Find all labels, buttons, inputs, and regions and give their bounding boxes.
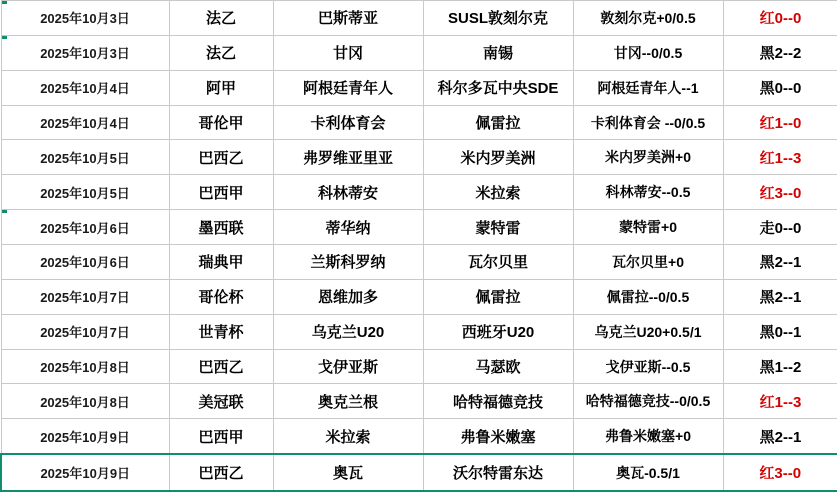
cell-league: 巴西甲	[169, 175, 273, 210]
cell-date: 2025年10月5日	[1, 140, 169, 175]
cell-handicap: 阿根廷青年人--1	[573, 70, 723, 105]
cell-league: 哥伦甲	[169, 105, 273, 140]
table-row	[1, 419, 837, 455]
table-body	[1, 1, 837, 492]
cell-handicap: 戈伊亚斯--0.5	[573, 349, 723, 384]
cell-handicap: 科林蒂安--0.5	[573, 175, 723, 210]
cell-league: 巴西乙	[169, 349, 273, 384]
cell-result: 红1--3	[723, 384, 837, 419]
cell-date: 2025年10月5日	[1, 175, 169, 210]
table-row	[1, 105, 837, 140]
table-row	[1, 175, 837, 210]
cell-home-team: 奥克兰根	[273, 384, 423, 419]
cell-result: 黑2--1	[723, 419, 837, 455]
cell-date: 2025年10月7日	[1, 279, 169, 314]
table-row	[1, 454, 837, 491]
cell-away-team: 沃尔特雷东达	[423, 454, 573, 491]
cell-handicap: 米内罗美洲+0	[573, 140, 723, 175]
cell-result: 黑2--2	[723, 35, 837, 70]
table-row	[1, 279, 837, 314]
cell-handicap: 敦刻尔克+0/0.5	[573, 1, 723, 36]
cell-away-team: 哈特福德竞技	[423, 384, 573, 419]
cell-league: 阿甲	[169, 70, 273, 105]
cell-home-team: 乌克兰U20	[273, 314, 423, 349]
cell-result: 红0--0	[723, 1, 837, 36]
table-row	[1, 384, 837, 419]
cell-home-team: 科林蒂安	[273, 175, 423, 210]
cell-handicap: 蒙特雷+0	[573, 210, 723, 245]
cell-home-team: 阿根廷青年人	[273, 70, 423, 105]
cell-handicap: 奥瓦-0.5/1	[573, 454, 723, 491]
cell-handicap: 瓦尔贝里+0	[573, 245, 723, 280]
cell-league: 瑞典甲	[169, 245, 273, 280]
cell-home-team: 恩维加多	[273, 279, 423, 314]
cell-date: 2025年10月3日	[1, 1, 169, 36]
cell-result: 黑2--1	[723, 279, 837, 314]
cell-away-team: 南锡	[423, 35, 573, 70]
cell-home-team: 奥瓦	[273, 454, 423, 491]
cell-date: 2025年10月9日	[1, 454, 169, 491]
cell-home-team: 卡利体育会	[273, 105, 423, 140]
cell-league: 哥伦杯	[169, 279, 273, 314]
cell-away-team: SUSL敦刻尔克	[423, 1, 573, 36]
cell-date: 2025年10月4日	[1, 105, 169, 140]
cell-date: 2025年10月8日	[1, 384, 169, 419]
cell-date: 2025年10月6日	[1, 210, 169, 245]
cell-away-team: 瓦尔贝里	[423, 245, 573, 280]
cell-home-team: 米拉索	[273, 419, 423, 455]
cell-result: 红3--0	[723, 454, 837, 491]
cell-away-team: 马瑟欧	[423, 349, 573, 384]
cell-handicap: 卡利体育会 --0/0.5	[573, 105, 723, 140]
cell-date: 2025年10月4日	[1, 70, 169, 105]
cell-result: 黑1--2	[723, 349, 837, 384]
table-row	[1, 349, 837, 384]
cell-league: 巴西甲	[169, 419, 273, 455]
cell-result: 红1--0	[723, 105, 837, 140]
cell-result: 红3--0	[723, 175, 837, 210]
cell-date: 2025年10月9日	[1, 419, 169, 455]
cell-handicap: 弗鲁米嫩塞+0	[573, 419, 723, 455]
table-row	[1, 35, 837, 70]
cell-date: 2025年10月6日	[1, 245, 169, 280]
cell-league: 法乙	[169, 1, 273, 36]
cell-handicap: 乌克兰U20+0.5/1	[573, 314, 723, 349]
cell-home-team: 巴斯蒂亚	[273, 1, 423, 36]
cell-away-team: 佩雷拉	[423, 105, 573, 140]
cell-home-team: 兰斯科罗纳	[273, 245, 423, 280]
cell-league: 法乙	[169, 35, 273, 70]
cell-result: 黑0--1	[723, 314, 837, 349]
cell-league: 世青杯	[169, 314, 273, 349]
cell-home-team: 蒂华纳	[273, 210, 423, 245]
cell-away-team: 米内罗美洲	[423, 140, 573, 175]
cell-league: 墨西联	[169, 210, 273, 245]
cell-result: 红1--3	[723, 140, 837, 175]
table-row	[1, 210, 837, 245]
cell-away-team: 西班牙U20	[423, 314, 573, 349]
table-row	[1, 314, 837, 349]
cell-handicap: 甘冈--0/0.5	[573, 35, 723, 70]
cell-league: 美冠联	[169, 384, 273, 419]
cell-handicap: 哈特福德竞技--0/0.5	[573, 384, 723, 419]
cell-date: 2025年10月8日	[1, 349, 169, 384]
cell-home-team: 弗罗维亚里亚	[273, 140, 423, 175]
cell-away-team: 蒙特雷	[423, 210, 573, 245]
cell-away-team: 米拉索	[423, 175, 573, 210]
cell-result: 走0--0	[723, 210, 837, 245]
cell-home-team: 戈伊亚斯	[273, 349, 423, 384]
cell-away-team: 弗鲁米嫩塞	[423, 419, 573, 455]
table-row	[1, 1, 837, 36]
cell-handicap: 佩雷拉--0/0.5	[573, 279, 723, 314]
table-row	[1, 70, 837, 105]
cell-away-team: 佩雷拉	[423, 279, 573, 314]
cell-result: 黑2--1	[723, 245, 837, 280]
cell-result: 黑0--0	[723, 70, 837, 105]
cell-away-team: 科尔多瓦中央SDE	[423, 70, 573, 105]
table-row	[1, 245, 837, 280]
cell-date: 2025年10月7日	[1, 314, 169, 349]
cell-home-team: 甘冈	[273, 35, 423, 70]
cell-date: 2025年10月3日	[1, 35, 169, 70]
table-row	[1, 140, 837, 175]
cell-league: 巴西乙	[169, 454, 273, 491]
cell-league: 巴西乙	[169, 140, 273, 175]
